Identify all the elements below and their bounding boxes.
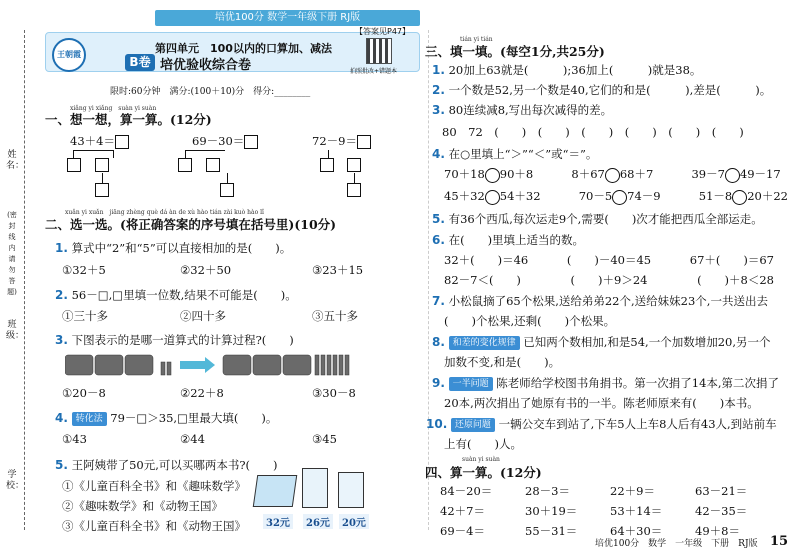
brand-logo: 王朝霞 — [52, 38, 86, 72]
s1-eq1: 43＋4＝ — [70, 133, 129, 149]
s2-pinyin: xuǎn yi xuǎn jiāng zhèng què dá àn de xù hào tián zài kuò hào lǐ — [65, 209, 264, 216]
answer-box[interactable] — [244, 135, 258, 149]
s3-q9: 9. 一半问题 陈老师给学校图书角捐书。第一次捐了14本,第二次捐了 — [432, 376, 780, 390]
s3-pinyin: tián yi tián — [460, 36, 493, 43]
s2-q4: 4. 转化法 79－□＞35,□里最大填( )。 — [55, 411, 278, 425]
stick-bundles-figure — [65, 352, 405, 378]
compare-row-1: 70＋18 90＋8 8＋67 68＋7 39－7 49－17 — [444, 167, 781, 181]
s2-title: 二、选一选。(将正确答案的序号填在括号里)(10分) — [45, 217, 337, 232]
answer-ref: 【答案见P47】 — [355, 27, 411, 36]
s3-q7-line2: ( )个松果,还剩( )个松果。 — [444, 314, 616, 328]
answer-box[interactable] — [320, 158, 334, 172]
answer-box[interactable] — [347, 158, 361, 172]
answer-box[interactable] — [95, 183, 109, 197]
footer-text: 培优100分 数学 一年级 下册 RJ版 — [595, 539, 758, 549]
s3-q9-line2: 20本,两次捐出了她原有书的一半。陈老师原来有( )本书。 — [444, 396, 759, 410]
answer-box[interactable] — [220, 183, 234, 197]
split-line — [113, 150, 114, 158]
compare-row-2: 45＋32 54＋32 70－5 74－9 51－8 20＋22 — [444, 189, 789, 203]
s2-q3-opt1[interactable]: ①20－8 — [62, 386, 106, 400]
price-label: 26元 — [303, 514, 333, 529]
s2-q3-opt3[interactable]: ③30－8 — [312, 386, 356, 400]
book-fun-math-image — [302, 468, 328, 508]
answer-box[interactable] — [115, 135, 129, 149]
s2-q3: 3. 下图表示的是哪一道算式的计算过程?( ) — [55, 333, 294, 347]
s3-q10-line2: 上有( )人。 — [444, 437, 522, 451]
s2-q5: 5. 王阿姨带了50元,可以买哪两本书?( ) — [55, 458, 278, 472]
split-line — [73, 150, 113, 151]
unit-title: 第四单元 100以内的口算加、减法 — [155, 42, 332, 55]
compare-circle[interactable] — [732, 190, 747, 205]
answer-box[interactable] — [347, 183, 361, 197]
s3-q8-line2: 加数不变,和是( )。 — [444, 355, 561, 369]
split-line — [185, 150, 186, 158]
s2-q1-opt3[interactable]: ③23＋15 — [312, 263, 364, 277]
s4-title: 四、算一算。(12分) — [425, 465, 542, 480]
qr-code-icon[interactable] — [366, 38, 392, 64]
qr-label: 拍照批改+错题本 — [350, 68, 398, 75]
s2-q5-opt2[interactable]: ②《趣味数学》和《动物王国》 — [62, 499, 223, 513]
seal-notice: (密封线内请勿答题) — [7, 211, 17, 296]
answer-box[interactable] — [178, 158, 192, 172]
s2-q4-opt3[interactable]: ③45 — [312, 432, 337, 446]
s3-q4: 4. 在○里填上“＞”“＜”或“＝”。 — [432, 147, 598, 161]
s2-q1-opt1[interactable]: ①32＋5 — [62, 263, 106, 277]
split-line — [73, 150, 74, 158]
name-label: 姓名： — [6, 150, 25, 171]
split-line — [185, 150, 225, 151]
version-badge: B卷 — [125, 54, 155, 71]
s3-q3: 3. 80连续减8,写出每次减得的差。 — [432, 103, 613, 117]
s3-q1: 1. 20加上63就是( );36加上( )就是38。 — [432, 63, 702, 77]
s3-q5: 5. 有36个西瓜,每次运走9个,需要( )次才能把西瓜全部运走。 — [432, 212, 763, 226]
calc-grid: 84－20＝ 28－3＝ 22＋9＝ 63－21＝ 42＋7＝ 30＋19＝ 53＋14＝ 42－35＝ 69－4＝ 55－31＝ 64＋30＝ 49＋8＝ — [440, 484, 748, 538]
s3-q2: 2. 一个数是52,另一个数是40,它们的和是( ),差是( )。 — [432, 83, 772, 97]
compare-circle[interactable] — [485, 190, 500, 205]
split-line — [102, 173, 103, 183]
compare-circle[interactable] — [725, 168, 740, 183]
s1-pinyin: xiǎng yi xiǎng suàn yi suàn — [70, 105, 157, 112]
answer-box[interactable] — [67, 158, 81, 172]
s3-title: 三、填一填。(每空1分,共25分) — [425, 44, 605, 59]
method-tag: 还原问题 — [451, 418, 495, 432]
s1-title: 一、想一想，算一算。(12分) — [45, 112, 212, 127]
seal-line — [24, 30, 25, 530]
s2-q2-opt1[interactable]: ①三十多 — [62, 309, 108, 323]
s1-eq2: 69－30＝ — [192, 133, 258, 149]
compare-circle[interactable] — [612, 190, 627, 205]
series-banner: 培优100分 数学一年级下册 RJ版 — [155, 10, 420, 26]
price-label: 20元 — [339, 514, 369, 529]
book-encyclopedia-image — [253, 475, 297, 507]
s2-q1-opt2[interactable]: ②32＋50 — [180, 263, 232, 277]
class-label: 班级： — [6, 320, 25, 341]
page-divider — [428, 30, 429, 530]
s3-q6: 6. 在( )里填上适当的数。 — [432, 233, 585, 247]
fill-row-2: 82－7＜( ) ( )＋9＞24 ( )＋8＜28 — [444, 273, 774, 287]
s3-q3-seq: 80 72 ( ) ( ) ( ) ( ) ( ) ( ) — [442, 125, 744, 139]
s3-q10: 10. 还原问题 一辆公交车到站了,下车5人上车8人后有43人,到站前车 — [426, 417, 777, 431]
split-line — [354, 173, 355, 183]
split-line — [227, 173, 228, 183]
s3-q7: 7. 小松鼠摘了65个松果,送给弟弟22个,送给妹妹23个,一共送出去 — [432, 294, 768, 308]
s2-q2-opt3[interactable]: ③五十多 — [312, 309, 358, 323]
answer-box[interactable] — [95, 158, 109, 172]
fill-row-1: 32＋( )＝46 ( )－40＝45 67＋( )＝67 — [444, 253, 774, 267]
s3-q8: 8. 和差的变化规律 已知两个数相加,和是54,一个加数增加20,另一个 — [432, 335, 771, 349]
s2-q5-opt1[interactable]: ①《儿童百科全书》和《趣味数学》 — [62, 479, 246, 493]
answer-box[interactable] — [206, 158, 220, 172]
method-tag: 转化法 — [72, 412, 107, 426]
price-label: 32元 — [263, 514, 293, 529]
s2-q4-opt2[interactable]: ②44 — [180, 432, 205, 446]
split-line — [328, 150, 329, 158]
s2-q1: 1. 算式中“2”和“5”可以直接相加的是( )。 — [55, 241, 292, 255]
method-tag: 一半问题 — [449, 377, 493, 391]
s1-eq3: 72－9＝ — [312, 133, 371, 149]
compare-circle[interactable] — [485, 168, 500, 183]
s2-q5-opt3[interactable]: ③《儿童百科全书》和《动物王国》 — [62, 519, 246, 533]
s4-pinyin: suàn yi suàn — [462, 456, 500, 463]
page-number: 15 — [770, 534, 789, 549]
s2-q3-opt2[interactable]: ②22＋8 — [180, 386, 224, 400]
s2-q4-opt1[interactable]: ①43 — [62, 432, 87, 446]
answer-box[interactable] — [357, 135, 371, 149]
book-animal-image — [338, 472, 364, 508]
method-tag: 和差的变化规律 — [449, 336, 520, 350]
school-label: 学校： — [6, 470, 25, 491]
s2-q2-opt2[interactable]: ②四十多 — [180, 309, 226, 323]
exam-title: 培优验收综合卷 — [160, 58, 252, 73]
compare-circle[interactable] — [605, 168, 620, 183]
exam-info: 限时:60分钟 满分:(100＋10)分 得分:________ — [110, 87, 311, 97]
s2-q2: 2. 56－□,□里填一位数,结果不可能是( )。 — [55, 288, 297, 302]
